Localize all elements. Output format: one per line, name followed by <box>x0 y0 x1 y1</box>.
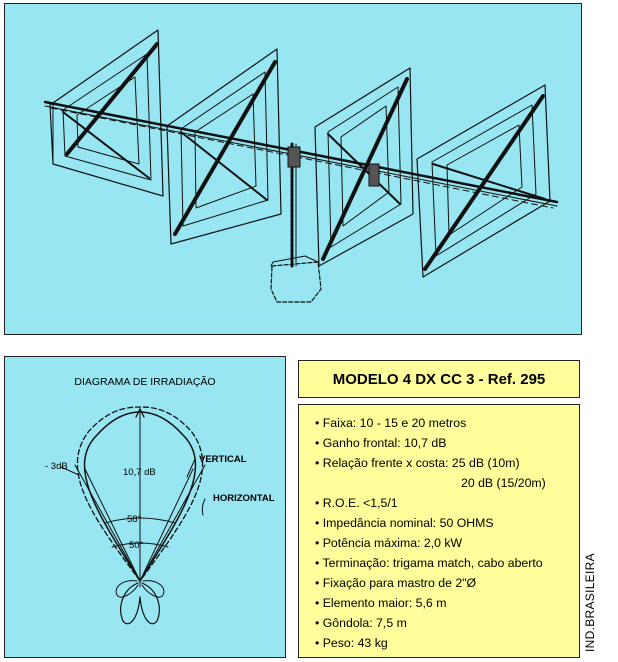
bullet-icon: • <box>315 556 320 570</box>
antenna-illustration-panel <box>4 3 582 335</box>
spec-item: • Potência máxima: 2,0 kW <box>315 536 463 550</box>
angle-58-label: 58° <box>127 514 142 525</box>
antenna-drawing <box>5 4 583 336</box>
radiation-diagram-panel <box>4 356 286 658</box>
spec-item: • Terminação: trigama match, cabo aberto <box>315 556 543 570</box>
gain-label: 10,7 dB <box>123 467 156 478</box>
antenna-element-2 <box>167 49 281 244</box>
angle-50-label: 50° <box>129 540 144 551</box>
vertical-label: VERTICAL <box>199 454 247 465</box>
minus3db-label: - 3dB <box>45 461 68 472</box>
bullet-icon: • <box>315 516 320 530</box>
spec-item-continuation: 20 dB (15/20m) <box>461 476 546 490</box>
side-caption: IND.BRASILEIRA <box>583 553 597 652</box>
beam-line-left-inner <box>85 469 140 581</box>
product-title: MODELO 4 DX CC 3 - Ref. 295 <box>332 370 546 388</box>
back-lobe-right <box>140 583 159 624</box>
beam-line-right-outer <box>140 465 205 581</box>
bullet-icon: • <box>315 436 320 450</box>
spec-item: • Gôndola: 7,5 m <box>315 616 407 630</box>
specs-box <box>298 404 580 658</box>
bullet-icon: • <box>315 456 320 470</box>
bullet-icon: • <box>315 636 320 650</box>
bullet-icon: • <box>315 496 320 510</box>
back-lobe-left <box>121 583 140 624</box>
spec-item: • Fixação para mastro de 2"Ø <box>315 576 477 590</box>
spec-item: • Relação frente x costa: 25 dB (10m) <box>315 456 520 470</box>
horizontal-leader <box>202 499 205 515</box>
antenna-element-3 <box>315 68 413 266</box>
bullet-icon: • <box>315 576 320 590</box>
spec-item: • Peso: 43 kg <box>315 636 388 650</box>
bullet-icon: • <box>315 536 320 550</box>
bullet-icon: • <box>315 416 320 430</box>
spec-item: • R.O.E. <1,5/1 <box>315 496 398 510</box>
diagram-title: DIAGRAMA DE IRRADIAÇÃO <box>74 376 216 388</box>
radiation-pattern-chart <box>5 357 287 659</box>
back-lobe-small-right <box>142 581 164 597</box>
horizontal-label: HORIZONTAL <box>213 493 275 504</box>
spec-item: • Faixa: 10 - 15 e 20 metros <box>315 416 467 430</box>
spec-item: • Impedância nominal: 50 OHMS <box>315 516 494 530</box>
back-lobe-small-left <box>116 581 138 597</box>
spec-item: • Elemento maior: 5,6 m <box>315 596 447 610</box>
bullet-icon: • <box>315 616 320 630</box>
beam-line-right-inner <box>140 469 193 581</box>
product-title-box <box>298 360 580 398</box>
bullet-icon: • <box>315 596 320 610</box>
antenna-element-4 <box>417 85 550 277</box>
spec-item: • Ganho frontal: 10,7 dB <box>315 436 447 450</box>
